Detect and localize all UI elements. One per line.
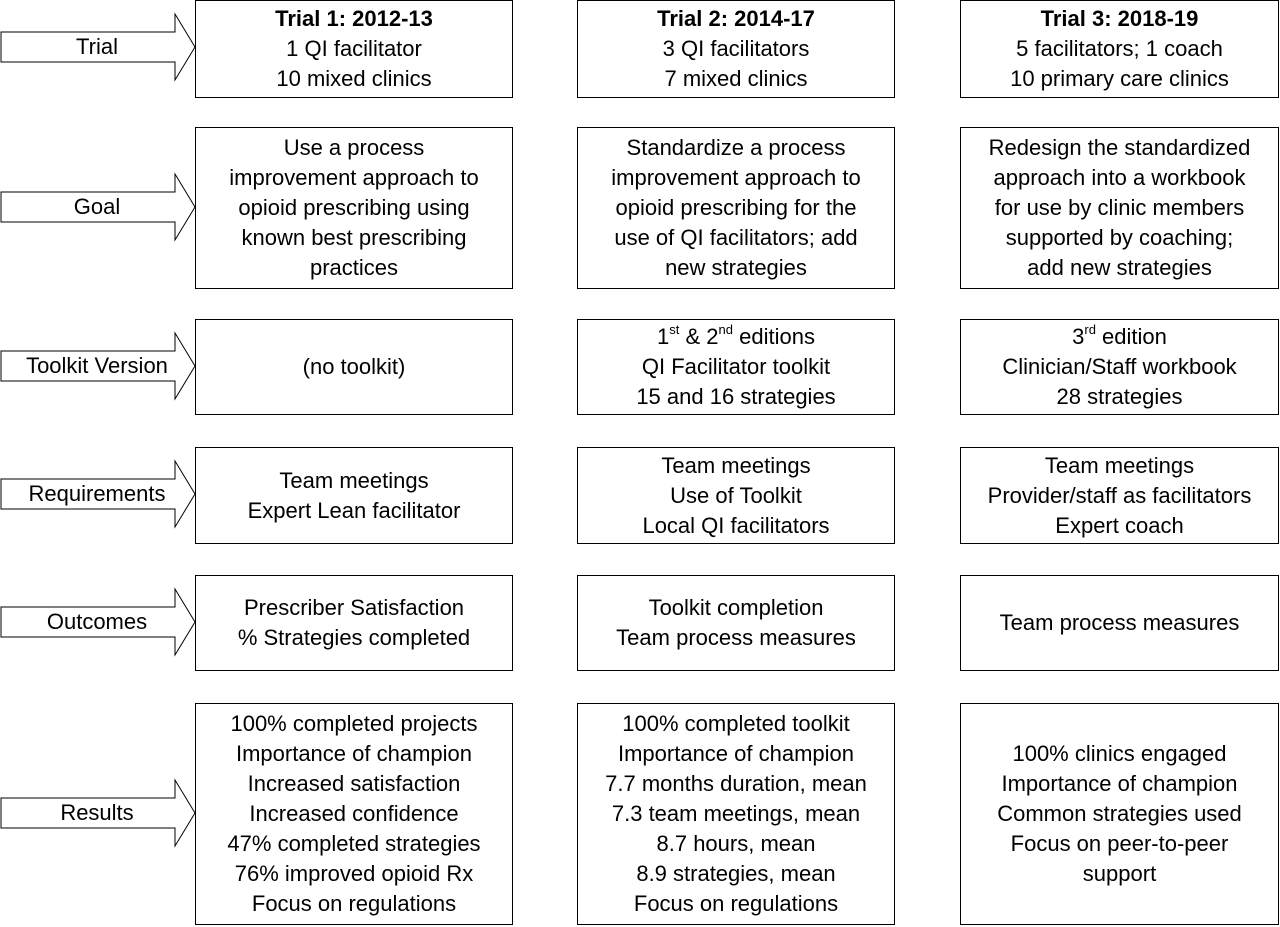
goal-2-line: improvement approach to [611,165,861,190]
results-3-line: Common strategies used [997,801,1242,826]
row-label-outcomes: Outcomes [46,609,148,634]
results-2-line: 7.3 team meetings, mean [611,801,861,826]
requirements-2-box [577,447,895,544]
trial-2-clinics: 7 mixed clinics [664,66,808,91]
requirements-1-box [195,447,513,544]
results-1-box [195,703,513,925]
toolkit-2-line: 15 and 16 strategies [636,384,836,409]
goal-2-box [577,127,895,289]
goal-1-box [195,127,513,289]
edition-ordinal: rd [1084,321,1096,337]
goal-3-box [960,127,1279,289]
results-2-line: 8.9 strategies, mean [636,861,836,886]
toolkit-3-line: 28 strategies [1056,384,1183,409]
results-3-line: support [1082,861,1157,886]
row-label-requirements: Requirements [28,481,166,506]
outcomes-2-line: Team process measures [616,625,856,650]
row-label-trial: Trial [76,34,118,59]
results-2-line: Focus on regulations [633,891,839,916]
goal-2-line: opioid prescribing for the [615,195,857,220]
trial-3-clinics: 10 primary care clinics [1010,66,1229,91]
goal-1-line: known best prescribing [241,225,467,250]
edition-number: 1 [657,324,670,349]
trial-1-box [195,0,513,98]
row-arrows [0,0,200,927]
toolkit-3-box [960,319,1279,415]
goal-1-line: opioid prescribing using [238,195,470,220]
edition-joiner: & [679,324,707,349]
outcomes-1-line: Prescriber Satisfaction [243,595,465,620]
results-2-line: 8.7 hours, mean [656,831,816,856]
trial-1-title: Trial 1: 2012-13 [275,6,433,31]
trial-3-facilitators: 5 facilitators; 1 coach [1016,36,1223,61]
requirements-3-line: Expert coach [1055,512,1184,538]
outcomes-2-box [577,575,895,671]
results-1-line: 100% completed projects [230,711,478,736]
results-1-line: Focus on regulations [251,891,457,916]
results-2-box [577,703,895,925]
goal-3-line: add new strategies [1027,255,1212,280]
results-2-line: Importance of champion [617,741,855,766]
results-3-line: Importance of champion [1001,771,1238,796]
outcomes-3-box [960,575,1279,671]
trial-2-title: Trial 2: 2014-17 [657,6,815,31]
edition-ordinal: st [669,321,680,337]
results-3-line: Focus on peer-to-peer [1010,831,1229,856]
trial-2-facilitators: 3 QI facilitators [662,36,810,61]
goal-3-line: supported by coaching; [1005,225,1234,250]
results-3-line: 100% clinics engaged [1012,741,1227,766]
row-label-results: Results [60,800,134,825]
goal-3-line: Redesign the standardized [988,135,1251,160]
trial-3-box [960,0,1279,98]
edition-number: 2 [706,324,719,349]
requirements-1-line: Team meetings [279,467,429,493]
trial-1-facilitators: 1 QI facilitator [286,36,422,61]
trial-3-title: Trial 3: 2018-19 [1040,6,1199,31]
results-1-line: Increased confidence [249,801,459,826]
results-1-line: Increased satisfaction [247,771,461,796]
results-3-box [960,703,1279,925]
trial-2-box [577,0,895,98]
requirements-3-line: Team meetings [1044,452,1195,478]
row-label-goal: Goal [73,194,121,219]
results-1-line: 47% completed strategies [227,831,481,856]
outcomes-3-line: Team process measures [999,610,1240,635]
goal-1-line: improvement approach to [229,165,479,190]
goal-1-line: Use a process [283,135,425,160]
toolkit-2-box [577,319,895,415]
toolkit-1-box [195,319,513,415]
toolkit-2-line: QI Facilitator toolkit [641,354,831,379]
edition-ordinal: nd [718,321,734,337]
requirements-3-box [960,447,1279,544]
results-2-line: 100% completed toolkit [622,711,850,736]
results-2-line: 7.7 months duration, mean [605,771,867,796]
results-1-line: 76% improved opioid Rx [234,861,474,886]
row-label-toolkit-version: Toolkit Version [26,353,168,378]
goal-2-line: new strategies [665,255,807,280]
outcomes-2-line: Toolkit completion [648,595,824,620]
goal-2-line: Standardize a process [626,135,846,160]
requirements-3-line: Provider/staff as facilitators [987,482,1252,508]
outcomes-1-line: % Strategies completed [237,625,471,650]
requirements-2-line: Team meetings [661,452,811,478]
outcomes-1-box [195,575,513,671]
trial-1-clinics: 10 mixed clinics [276,66,432,91]
toolkit-3-edition [1002,322,1236,352]
requirements-2-line: Use of Toolkit [670,482,802,508]
toolkit-1-line: (no toolkit) [302,354,406,379]
goal-1-line: practices [309,255,399,280]
results-1-line: Importance of champion [235,741,472,766]
toolkit-2-edition [636,322,835,352]
toolkit-3-line: Clinician/Staff workbook [1002,354,1237,379]
edition-number: 3 [1072,324,1085,349]
goal-3-line: for use by clinic members [994,195,1245,220]
goal-3-line: approach into a workbook [993,165,1246,190]
requirements-2-line: Local QI facilitators [642,512,830,538]
goal-2-line: use of QI facilitators; add [614,225,858,250]
requirements-1-line: Expert Lean facilitator [247,497,461,523]
edition-tail: editions [733,324,815,349]
edition-tail: edition [1095,324,1167,349]
